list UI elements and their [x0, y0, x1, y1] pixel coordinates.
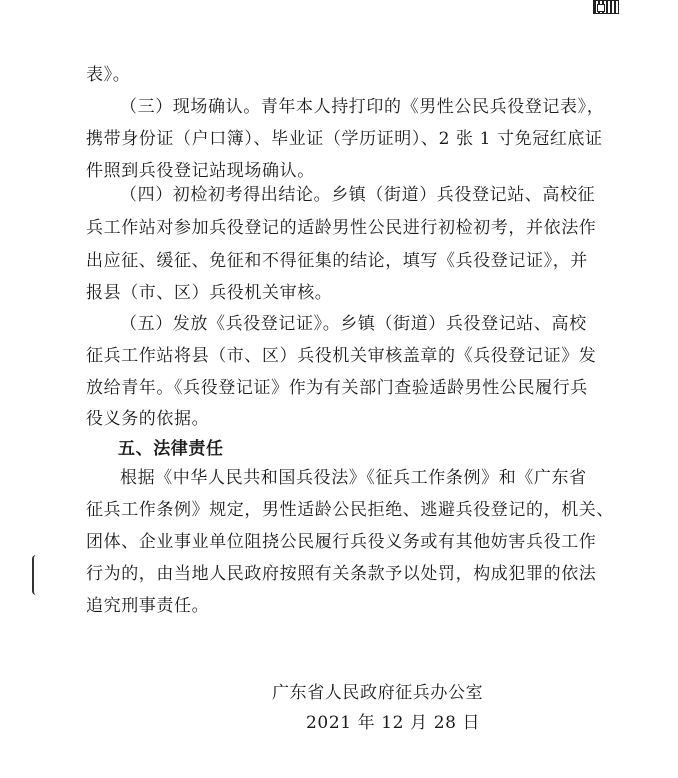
text-line: 征兵工作站将县（市、区）兵役机关审核盖章的《兵役登记证》发: [86, 346, 597, 366]
text-line: 表》。: [86, 65, 131, 85]
text-line: 件照到兵役登记站现场确认。: [86, 161, 315, 181]
text-line: （五）发放《兵役登记证》。乡镇（街道）兵役登记站、高校: [120, 314, 587, 334]
text-line: 役义务的依据。: [86, 409, 210, 429]
text-line: （四）初检初考得出结论。乡镇（街道）兵役登记站、高校征: [120, 185, 596, 205]
qr-code-icon: [593, 0, 619, 14]
text-line: 征兵工作条例》规定，男性适龄公民拒绝、逃避兵役登记的，机关、: [86, 500, 614, 520]
text-line: （三）现场确认。青年本人持打印的《男性公民兵役登记表》，: [120, 97, 605, 117]
text-line: 行为的，由当地人民政府按照有关条款予以处罚，构成犯罪的依法: [86, 564, 597, 584]
signature-date: 2021 年 12 月 28 日: [306, 713, 481, 733]
text-line: 追究刑事责任。: [86, 596, 210, 616]
text-line: 出应征、缓征、免征和不得征集的结论，填写《兵役登记证》，并: [86, 251, 588, 271]
text-line: 放给青年。《兵役登记证》作为有关部门查验适龄男性公民履行兵: [86, 378, 588, 398]
text-line: 报县（市、区）兵役机关审核。: [86, 283, 333, 303]
text-line: 兵工作站对参加兵役登记的适龄男性公民进行初检初考，并依法作: [86, 218, 597, 238]
binding-mark: [32, 555, 40, 595]
text-line: 根据《中华人民共和国兵役法》《征兵工作条例》和《广东省: [120, 468, 587, 488]
section-heading: 五、法律责任: [118, 439, 224, 459]
text-line: 团体、企业事业单位阻挠公民履行兵役义务或有其他妨害兵役工作: [86, 532, 597, 552]
text-line: 携带身份证（户口簿）、毕业证（学历证明）、2 张 1 寸免冠红底证: [86, 129, 603, 149]
signature-org: 广东省人民政府征兵办公室: [272, 683, 484, 703]
